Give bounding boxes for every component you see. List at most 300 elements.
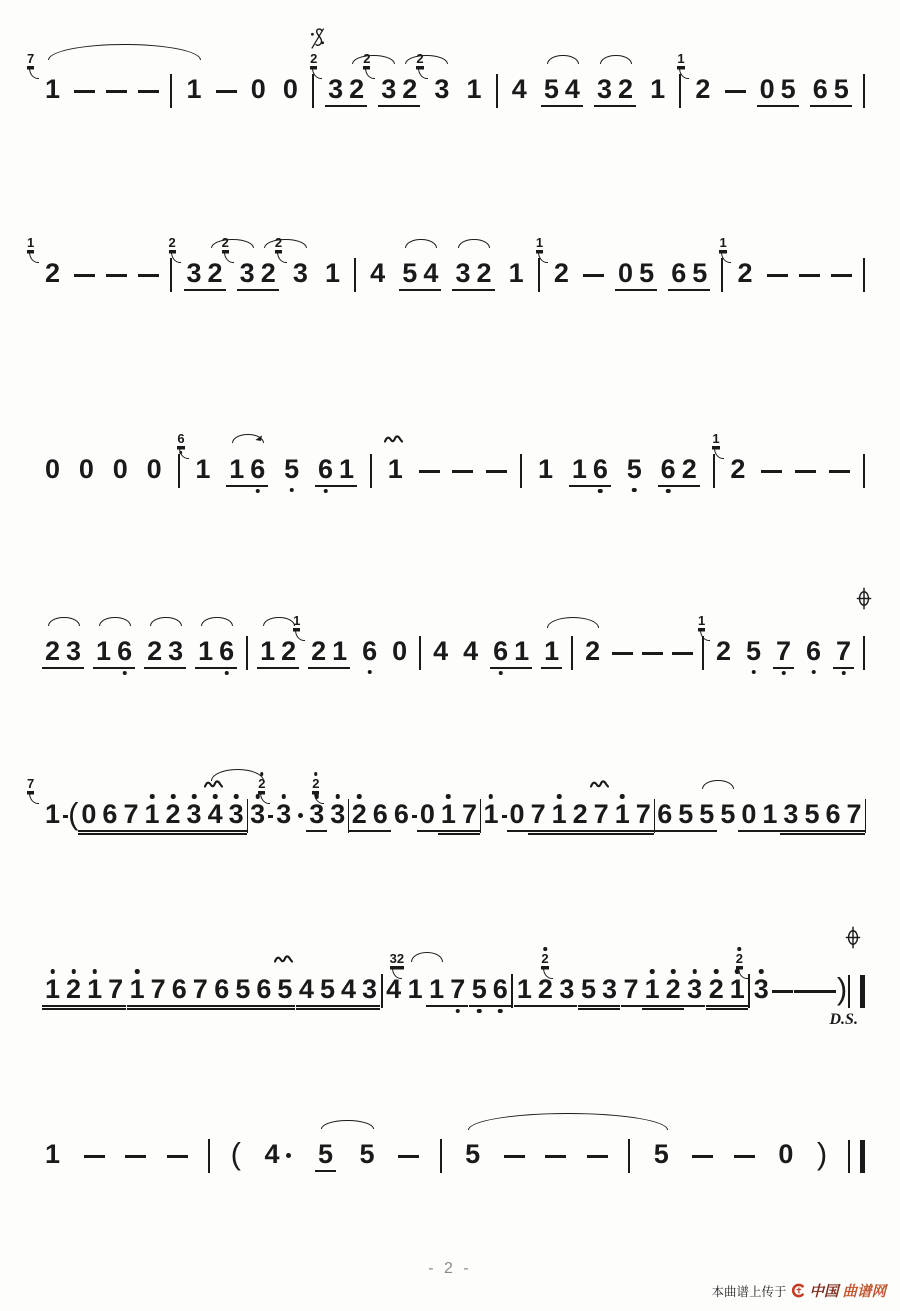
note bbox=[205, 801, 226, 832]
dash-note bbox=[504, 1155, 525, 1158]
octave-dot-high bbox=[171, 794, 176, 799]
dash-note bbox=[761, 470, 782, 473]
grace-note bbox=[310, 52, 317, 67]
grace-digit: 7 bbox=[27, 776, 35, 791]
grace-digit: 1 bbox=[293, 613, 301, 628]
note-digit: 6 bbox=[250, 456, 265, 483]
note bbox=[226, 456, 247, 487]
note-digit: 7 bbox=[192, 974, 208, 1004]
slur-arc bbox=[264, 239, 306, 248]
note bbox=[359, 638, 380, 665]
grace-digit: 1 bbox=[698, 613, 706, 628]
note-digit: 3 bbox=[187, 801, 202, 828]
note bbox=[63, 976, 84, 1007]
note-digit: 6 bbox=[671, 258, 687, 288]
dash-note bbox=[486, 470, 507, 473]
note bbox=[473, 260, 494, 291]
note bbox=[399, 260, 420, 291]
note bbox=[190, 976, 211, 1007]
beam-group bbox=[211, 976, 295, 1003]
note-digit: 4 bbox=[564, 74, 580, 104]
note-digit: 0 bbox=[112, 454, 128, 484]
octave-dot-high bbox=[150, 794, 155, 799]
note-digit: 1 bbox=[762, 799, 778, 829]
octave-dot-low bbox=[455, 1009, 460, 1014]
note-digit: 0 bbox=[146, 454, 162, 484]
parenthesis: ( bbox=[230, 1136, 241, 1171]
grace-digit: 7 bbox=[27, 51, 35, 66]
note-digit: 7 bbox=[108, 974, 124, 1004]
note bbox=[148, 976, 169, 1007]
note bbox=[370, 801, 391, 832]
note-digit: 2 bbox=[730, 454, 746, 484]
note bbox=[363, 51, 399, 107]
octave-dot-low bbox=[477, 1009, 482, 1014]
note-digit: 2 bbox=[585, 636, 601, 666]
note-digit: 5 bbox=[472, 976, 487, 1003]
note-digit: 3 bbox=[687, 976, 702, 1003]
note bbox=[383, 976, 404, 1003]
note bbox=[417, 801, 438, 832]
grace-note bbox=[416, 52, 423, 67]
octave-dot-low bbox=[179, 451, 183, 455]
note bbox=[169, 976, 190, 1007]
note bbox=[84, 976, 105, 1007]
grace-note bbox=[363, 52, 370, 67]
segno-icon bbox=[309, 26, 326, 51]
barline bbox=[312, 74, 314, 108]
dash-note bbox=[815, 990, 836, 993]
grace-note bbox=[222, 236, 229, 251]
note-digit: 4 bbox=[511, 74, 527, 104]
note bbox=[535, 976, 556, 1007]
octave-dot-low bbox=[632, 488, 637, 493]
beam-group bbox=[417, 801, 480, 828]
note-digit: 2 bbox=[207, 258, 223, 288]
note-digit: 2 bbox=[572, 799, 588, 829]
slur-arc bbox=[702, 780, 733, 789]
note-digit: 1 bbox=[186, 74, 202, 104]
note-digit: 2 bbox=[349, 74, 365, 104]
octave-dot-low bbox=[289, 488, 294, 493]
note-digit: 6 bbox=[493, 976, 508, 1003]
grace-digit: 6 bbox=[177, 432, 184, 447]
grace-note bbox=[275, 236, 282, 251]
octave-dot-low bbox=[224, 671, 229, 676]
note bbox=[114, 638, 135, 669]
note bbox=[391, 801, 412, 828]
grace-digit: 1 bbox=[535, 235, 544, 250]
grace-note bbox=[312, 777, 319, 792]
note-digit: 1 bbox=[538, 454, 554, 484]
note bbox=[562, 76, 583, 107]
grace-digit: 2 bbox=[541, 952, 548, 967]
note bbox=[578, 976, 599, 1007]
barline bbox=[721, 258, 723, 292]
note-digit: 1 bbox=[514, 636, 530, 666]
grace-note bbox=[177, 432, 184, 447]
note bbox=[636, 260, 657, 291]
beam-group bbox=[93, 638, 135, 665]
grace-hook bbox=[29, 66, 39, 79]
note bbox=[462, 1141, 483, 1168]
dash-note bbox=[106, 90, 127, 93]
beam-group bbox=[42, 638, 84, 665]
note-digit: 1 bbox=[571, 454, 587, 484]
beam-group bbox=[668, 260, 710, 287]
beam-group bbox=[42, 976, 126, 1003]
note bbox=[757, 76, 778, 107]
note-digit: 3 bbox=[455, 258, 471, 288]
slur-arc bbox=[600, 55, 631, 64]
note-digit: 0 bbox=[509, 799, 525, 829]
grace-digit: 1 bbox=[712, 431, 720, 446]
octave-dot-high bbox=[543, 947, 547, 951]
note bbox=[293, 613, 329, 669]
dash-note bbox=[767, 274, 788, 277]
octave-dot-high bbox=[357, 794, 362, 799]
barline bbox=[702, 636, 704, 670]
note bbox=[615, 260, 636, 291]
note-digit: 6 bbox=[806, 638, 821, 665]
note bbox=[141, 801, 162, 832]
note-digit: 0 bbox=[78, 454, 94, 484]
note bbox=[42, 1141, 63, 1168]
note-digit: 1 bbox=[615, 801, 630, 828]
note-digit: 7 bbox=[530, 799, 546, 829]
note bbox=[833, 638, 854, 669]
note bbox=[541, 638, 562, 669]
grace-digit: 2 bbox=[274, 235, 283, 250]
note-digit: 4 bbox=[298, 974, 314, 1004]
grace-hook bbox=[714, 446, 724, 459]
dash-note bbox=[587, 1155, 608, 1158]
note-digit: 5 bbox=[284, 456, 299, 483]
note-digit: 2 bbox=[553, 258, 569, 288]
note bbox=[773, 638, 794, 669]
note bbox=[195, 638, 216, 669]
barline bbox=[713, 454, 715, 488]
notation-line bbox=[27, 776, 865, 831]
note bbox=[63, 638, 84, 669]
note bbox=[338, 976, 359, 1007]
note-digit: 1 bbox=[483, 801, 498, 828]
note-digit: 7 bbox=[150, 974, 166, 1004]
barline bbox=[538, 258, 540, 292]
note bbox=[844, 801, 865, 832]
grace-note bbox=[27, 236, 34, 251]
barline bbox=[208, 1139, 210, 1173]
dash-note bbox=[138, 90, 159, 93]
ds-label: D.S. bbox=[829, 1011, 858, 1028]
grace-note bbox=[27, 52, 34, 67]
note bbox=[582, 638, 603, 665]
dash-note bbox=[74, 274, 95, 277]
octave-dot-high bbox=[213, 794, 218, 799]
grace-note bbox=[712, 432, 719, 447]
grace-note bbox=[536, 236, 543, 251]
beam-group bbox=[168, 235, 226, 288]
note-digit: 3 bbox=[328, 74, 344, 104]
coda-icon bbox=[844, 925, 862, 950]
octave-dot-high bbox=[92, 969, 97, 974]
grace-note bbox=[698, 614, 705, 629]
note-digit: 3 bbox=[276, 801, 291, 828]
mordent-icon bbox=[274, 951, 294, 960]
octave-dot-high bbox=[738, 947, 742, 951]
dash-note bbox=[106, 274, 127, 277]
note bbox=[822, 801, 843, 832]
dash-note bbox=[692, 1155, 713, 1158]
dash-note bbox=[216, 90, 237, 93]
note bbox=[615, 76, 636, 107]
note-digit: 6 bbox=[661, 456, 676, 483]
note bbox=[247, 801, 268, 828]
note bbox=[211, 976, 232, 1007]
note bbox=[727, 976, 748, 1007]
octave-dot-low bbox=[122, 671, 127, 676]
note bbox=[357, 1141, 378, 1168]
dash-note bbox=[672, 652, 693, 655]
octave-dot-low bbox=[811, 670, 816, 675]
note-digit: 1 bbox=[45, 74, 61, 104]
note bbox=[490, 638, 511, 669]
note bbox=[599, 976, 620, 1007]
note bbox=[654, 801, 675, 832]
note-digit: 1 bbox=[339, 454, 355, 484]
beam-group bbox=[570, 801, 654, 828]
octave-dot-low bbox=[367, 670, 372, 675]
note bbox=[315, 456, 336, 487]
note bbox=[99, 801, 120, 832]
note bbox=[570, 801, 591, 832]
note bbox=[78, 801, 99, 832]
note bbox=[535, 456, 556, 483]
note-digit: 1 bbox=[45, 799, 61, 829]
beam-group bbox=[315, 456, 357, 483]
slur-arc bbox=[201, 617, 232, 626]
grace-note bbox=[293, 614, 300, 629]
note bbox=[831, 76, 852, 107]
barline bbox=[419, 636, 421, 670]
note-digit: 4 bbox=[463, 636, 479, 666]
note bbox=[507, 801, 528, 832]
note-digit: 6 bbox=[657, 799, 673, 829]
barline bbox=[520, 454, 522, 488]
note bbox=[416, 51, 452, 104]
note-digit: 0 bbox=[759, 74, 775, 104]
beam-group bbox=[163, 801, 247, 828]
beam-group bbox=[738, 801, 864, 828]
note-digit: 7 bbox=[450, 976, 465, 1003]
note bbox=[385, 456, 406, 483]
beam-group bbox=[226, 456, 268, 483]
octave-dot-high bbox=[281, 794, 286, 799]
note bbox=[248, 76, 269, 103]
slur-arc bbox=[405, 55, 447, 64]
octave-dot-high bbox=[620, 794, 625, 799]
note-digit: 5 bbox=[359, 1139, 375, 1169]
barline bbox=[246, 636, 248, 670]
note-digit: 0 bbox=[419, 799, 435, 829]
slur-arc bbox=[352, 55, 394, 64]
beam-group bbox=[296, 976, 380, 1003]
note-digit: 7 bbox=[776, 638, 791, 665]
watermark-prefix: 本曲谱上传于 bbox=[711, 1284, 787, 1299]
grace-note bbox=[736, 952, 743, 967]
parenthesis: ) bbox=[836, 971, 848, 1006]
beam-group bbox=[257, 638, 299, 665]
note-digit: 3 bbox=[66, 636, 82, 666]
note bbox=[399, 76, 420, 107]
note-digit: 5 bbox=[277, 974, 293, 1004]
note bbox=[775, 1141, 796, 1168]
slur-arc bbox=[99, 617, 130, 626]
note-digit: 4 bbox=[370, 258, 386, 288]
dash-note bbox=[829, 470, 850, 473]
note bbox=[359, 976, 380, 1007]
beam-group bbox=[399, 260, 441, 287]
note-digit: 3 bbox=[597, 74, 613, 104]
note bbox=[312, 776, 348, 829]
note bbox=[257, 638, 278, 669]
note-digit: 0 bbox=[618, 258, 634, 288]
note-digit: 1 bbox=[45, 976, 60, 1003]
beam-group bbox=[654, 801, 717, 828]
grace-note bbox=[258, 777, 265, 792]
note-digit: 2 bbox=[311, 636, 327, 666]
slur-arc bbox=[405, 239, 436, 248]
note-digit: 3 bbox=[309, 801, 324, 828]
beam-group bbox=[706, 976, 748, 1003]
note-digit: 2 bbox=[737, 258, 753, 288]
note bbox=[296, 976, 317, 1007]
parenthesis: ( bbox=[68, 796, 79, 831]
note bbox=[452, 260, 473, 291]
octave-dot-high bbox=[192, 794, 197, 799]
barline bbox=[628, 1139, 630, 1173]
parenthesis: ) bbox=[816, 1136, 828, 1171]
note bbox=[306, 801, 327, 832]
note-digit: 1 bbox=[195, 454, 211, 484]
note-digit: 3 bbox=[229, 801, 244, 828]
note-digit: 5 bbox=[804, 799, 820, 829]
note bbox=[679, 456, 700, 487]
beam-group bbox=[569, 456, 611, 483]
note bbox=[317, 976, 338, 1007]
note-digit: 4 bbox=[423, 258, 439, 288]
note bbox=[278, 638, 299, 669]
beam-group bbox=[349, 801, 391, 828]
notation-line bbox=[42, 1136, 865, 1171]
note bbox=[810, 76, 831, 107]
slur-arc bbox=[48, 44, 200, 60]
note-digit: 6 bbox=[256, 974, 272, 1004]
note-digit: 0 bbox=[45, 454, 61, 484]
note bbox=[778, 76, 799, 107]
note bbox=[590, 456, 611, 487]
note-digit: 5 bbox=[746, 638, 761, 665]
note-digit: 1 bbox=[229, 454, 245, 484]
slur-arc bbox=[547, 55, 578, 64]
note-digit: 5 bbox=[235, 974, 251, 1004]
note-digit: 1 bbox=[441, 801, 456, 828]
grace-hook bbox=[29, 791, 39, 804]
note-digit: 5 bbox=[833, 74, 849, 104]
barline bbox=[370, 454, 372, 488]
octave-dot-low bbox=[498, 1009, 503, 1014]
note-digit: 7 bbox=[123, 799, 139, 829]
beam-group bbox=[594, 76, 636, 103]
note bbox=[232, 976, 253, 1007]
note-digit: 4 bbox=[340, 974, 357, 1004]
note bbox=[105, 976, 126, 1007]
note bbox=[184, 801, 205, 832]
note bbox=[743, 638, 764, 665]
note bbox=[509, 76, 530, 103]
note bbox=[706, 976, 727, 1007]
note-digit: 7 bbox=[461, 799, 477, 829]
note bbox=[633, 801, 654, 832]
note-digit: 7 bbox=[623, 974, 639, 1004]
barline bbox=[170, 258, 172, 292]
note bbox=[677, 51, 713, 104]
note-digit: 6 bbox=[825, 799, 841, 829]
note bbox=[738, 801, 759, 832]
note-digit: 0 bbox=[250, 74, 266, 104]
note-digit: 3 bbox=[381, 74, 397, 104]
note-digit: 0 bbox=[778, 1139, 794, 1169]
dash-note bbox=[167, 1155, 188, 1158]
note-digit: 1 bbox=[198, 636, 214, 666]
note bbox=[426, 976, 447, 1007]
note bbox=[349, 801, 370, 832]
note-digit: 1 bbox=[45, 1139, 61, 1169]
octave-dot-high bbox=[759, 969, 764, 974]
note-digit: 0 bbox=[392, 636, 408, 666]
slur-arc bbox=[150, 617, 181, 626]
barline bbox=[863, 636, 865, 670]
note bbox=[329, 638, 350, 669]
note bbox=[591, 801, 612, 832]
note-digit: 5 bbox=[692, 258, 708, 288]
notation-line bbox=[27, 51, 865, 104]
note bbox=[642, 976, 663, 1007]
note bbox=[647, 76, 668, 103]
notation-line bbox=[42, 613, 865, 666]
mordent-icon bbox=[384, 431, 404, 440]
note-digit: 2 bbox=[666, 976, 681, 1003]
note bbox=[261, 1141, 294, 1168]
note-digit: 1 bbox=[260, 636, 276, 666]
note bbox=[184, 76, 205, 103]
octave-dot-high bbox=[446, 794, 451, 799]
note-digit: 1 bbox=[516, 974, 532, 1004]
note-digit: 3 bbox=[602, 974, 618, 1004]
beam-group bbox=[452, 260, 494, 287]
slur-arc bbox=[458, 239, 489, 248]
note bbox=[42, 976, 63, 1007]
octave-dot-high bbox=[692, 969, 697, 974]
beam-group bbox=[658, 456, 700, 483]
note bbox=[76, 456, 97, 483]
note-digit: 5 bbox=[318, 1139, 334, 1169]
note-digit: 6 bbox=[318, 456, 333, 483]
note bbox=[696, 801, 717, 832]
mordent-icon bbox=[204, 776, 224, 785]
octave-dot-high bbox=[71, 969, 76, 974]
note bbox=[698, 613, 734, 666]
